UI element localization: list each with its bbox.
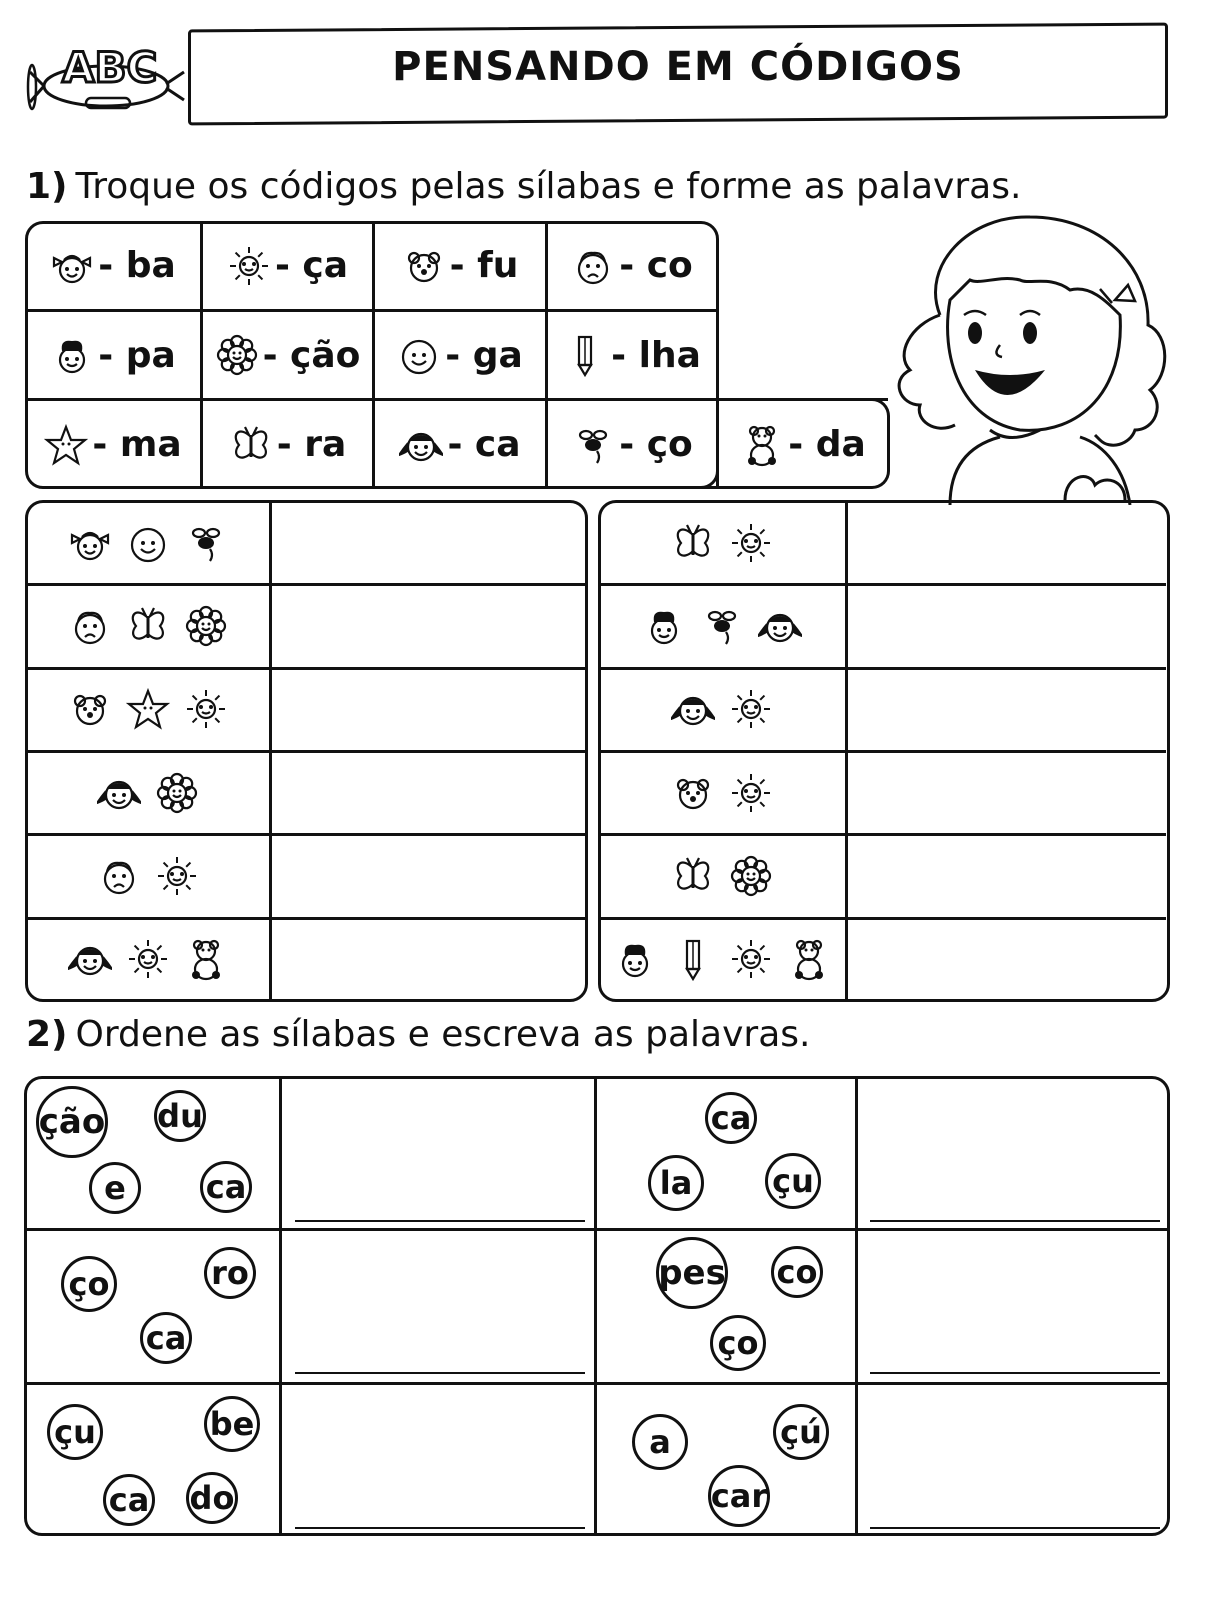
right-row-code-cell: [599, 668, 845, 751]
bee-icon: [571, 423, 615, 467]
syllable-circle: ca: [705, 1092, 757, 1144]
butterfly-icon: [671, 854, 715, 898]
left-row-answer-cell[interactable]: [272, 918, 584, 1001]
left-row-code-cell: [26, 918, 269, 1001]
pigtails-girl-icon: [399, 423, 443, 467]
chef-face-icon: [50, 333, 94, 377]
butterfly-icon: [126, 604, 170, 648]
answer-line[interactable]: [295, 1527, 585, 1529]
left-row-answer-cell[interactable]: [272, 834, 584, 917]
left-row-answer-cell[interactable]: [272, 584, 584, 667]
sun-icon: [126, 937, 170, 981]
flower-icon: [215, 333, 259, 377]
pigtails-girl-icon: [758, 604, 802, 648]
syllable-circle: çu: [765, 1153, 821, 1209]
sad-boy-face-icon: [68, 604, 112, 648]
flower-icon: [155, 771, 199, 815]
girl-bows-face-icon: [68, 521, 112, 565]
bear-face-icon: [671, 771, 715, 815]
pencil-icon: [671, 937, 715, 981]
pigtails-girl-icon: [97, 771, 141, 815]
sad-boy-face-icon: [571, 244, 615, 288]
pigtails-girl-icon: [68, 937, 112, 981]
key-cell: [375, 401, 545, 488]
syllable-circle: ca: [140, 1312, 192, 1364]
chef-face-icon: [642, 604, 686, 648]
left-row-answer-cell[interactable]: [272, 501, 584, 584]
star-icon: [126, 687, 170, 731]
chef-face-icon: [613, 937, 657, 981]
butterfly-icon: [229, 423, 273, 467]
bee-icon: [184, 521, 228, 565]
question-1: [26, 166, 1021, 207]
key-cell: [548, 312, 716, 398]
right-row-code-cell: [599, 918, 845, 1001]
syllable-circle: e: [89, 1162, 141, 1214]
right-row-answer-cell[interactable]: [848, 751, 1164, 834]
logo-text: ABC: [62, 43, 158, 92]
right-row-code-cell: [599, 501, 845, 584]
left-row-answer-cell[interactable]: [272, 668, 584, 751]
key-syllable: - ca: [447, 424, 521, 465]
key-syllable: - ção: [262, 334, 361, 376]
key-cell: [719, 401, 887, 488]
sun-icon: [729, 687, 773, 731]
flower-icon: [729, 854, 773, 898]
answer-line[interactable]: [295, 1372, 585, 1374]
syllable-circle: du: [154, 1090, 206, 1142]
bear-face-icon: [402, 244, 446, 288]
key-cell: [548, 401, 716, 488]
syllable-circle: ca: [103, 1474, 155, 1526]
key-cell: [26, 222, 200, 309]
sun-icon: [729, 937, 773, 981]
key-syllable: - pa: [98, 334, 176, 376]
key-syllable: - da: [788, 424, 866, 465]
bee-icon: [700, 604, 744, 648]
girl-bows-face-icon: [50, 244, 94, 288]
syllable-circle: car: [708, 1465, 770, 1527]
butterfly-icon: [671, 521, 715, 565]
syllable-circle: çú: [773, 1404, 829, 1460]
key-syllable: - ba: [98, 245, 176, 286]
right-row-answer-cell[interactable]: [848, 668, 1164, 751]
syllable-circle: ço: [61, 1256, 117, 1312]
answer-line[interactable]: [870, 1220, 1160, 1222]
syllable-circle: a: [632, 1414, 688, 1470]
right-row-answer-cell[interactable]: [848, 501, 1164, 584]
question-1-number: 1): [26, 166, 68, 207]
right-row-answer-cell[interactable]: [848, 584, 1164, 667]
right-row-code-cell: [599, 834, 845, 917]
syllable-circle: be: [204, 1396, 260, 1452]
flower-icon: [184, 604, 228, 648]
syllable-circle: co: [771, 1246, 823, 1298]
syllable-circle: do: [186, 1472, 238, 1524]
key-syllable: - ra: [276, 424, 347, 465]
pigtails-girl-icon: [671, 687, 715, 731]
key-cell: [203, 312, 372, 398]
sun-icon: [729, 771, 773, 815]
answer-line[interactable]: [870, 1372, 1160, 1374]
syllable-circle: çu: [47, 1404, 103, 1460]
smile-face-icon: [397, 333, 441, 377]
question-2-number: 2): [26, 1014, 68, 1055]
pencil-icon: [563, 333, 607, 377]
left-row-code-cell: [26, 668, 269, 751]
question-2: [26, 1014, 810, 1055]
teddy-bear-icon: [740, 423, 784, 467]
key-cell: [26, 401, 200, 488]
key-syllable: - fu: [449, 245, 519, 286]
key-cell: [375, 222, 545, 309]
sun-icon: [227, 244, 271, 288]
key-syllable: - ça: [274, 245, 349, 286]
syllable-circle: pes: [656, 1237, 728, 1309]
key-syllable: - co: [619, 245, 693, 286]
sun-icon: [155, 854, 199, 898]
sad-boy-face-icon: [97, 854, 141, 898]
teddy-bear-icon: [787, 937, 831, 981]
key-syllable: - ma: [92, 424, 182, 465]
syllable-circle: la: [648, 1155, 704, 1211]
page-title: PENSANDO EM CÓDIGOS: [392, 44, 964, 90]
key-cell: [26, 312, 200, 398]
left-row-code-cell: [26, 584, 269, 667]
key-syllable: - lha: [611, 334, 701, 376]
sun-icon: [729, 521, 773, 565]
answer-line[interactable]: [295, 1220, 585, 1222]
key-cell: [203, 222, 372, 309]
girl-icon: [880, 205, 1180, 505]
right-row-code-cell: [599, 584, 845, 667]
syllable-circle: ço: [710, 1315, 766, 1371]
right-row-answer-cell[interactable]: [848, 918, 1164, 1001]
girl-illustration: [880, 205, 1180, 505]
star-icon: [44, 423, 88, 467]
key-cell: [548, 222, 716, 309]
teddy-bear-icon: [184, 937, 228, 981]
key-cell: [375, 312, 545, 398]
key-cell: [203, 401, 372, 488]
question-2-text: Ordene as sílabas e escreva as palavras.: [75, 1014, 811, 1055]
left-row-code-cell: [26, 834, 269, 917]
answer-line[interactable]: [870, 1527, 1160, 1529]
right-row-code-cell: [599, 751, 845, 834]
syllable-circle: ção: [36, 1086, 108, 1158]
question-1-text: Troque os códigos pelas sílabas e forme as palavras.: [75, 166, 1022, 207]
left-row-code-cell: [26, 751, 269, 834]
key-syllable: - ga: [445, 334, 523, 376]
airplane-abc-icon: [26, 24, 186, 124]
right-row-answer-cell[interactable]: [848, 834, 1164, 917]
smile-face-icon: [126, 521, 170, 565]
left-row-answer-cell[interactable]: [272, 751, 584, 834]
syllable-circle: ca: [200, 1161, 252, 1213]
syllable-circle: ro: [204, 1247, 256, 1299]
header-logo: [26, 24, 186, 124]
sun-icon: [184, 687, 228, 731]
key-syllable: - ço: [619, 424, 693, 465]
left-row-code-cell: [26, 501, 269, 584]
bear-face-icon: [68, 687, 112, 731]
